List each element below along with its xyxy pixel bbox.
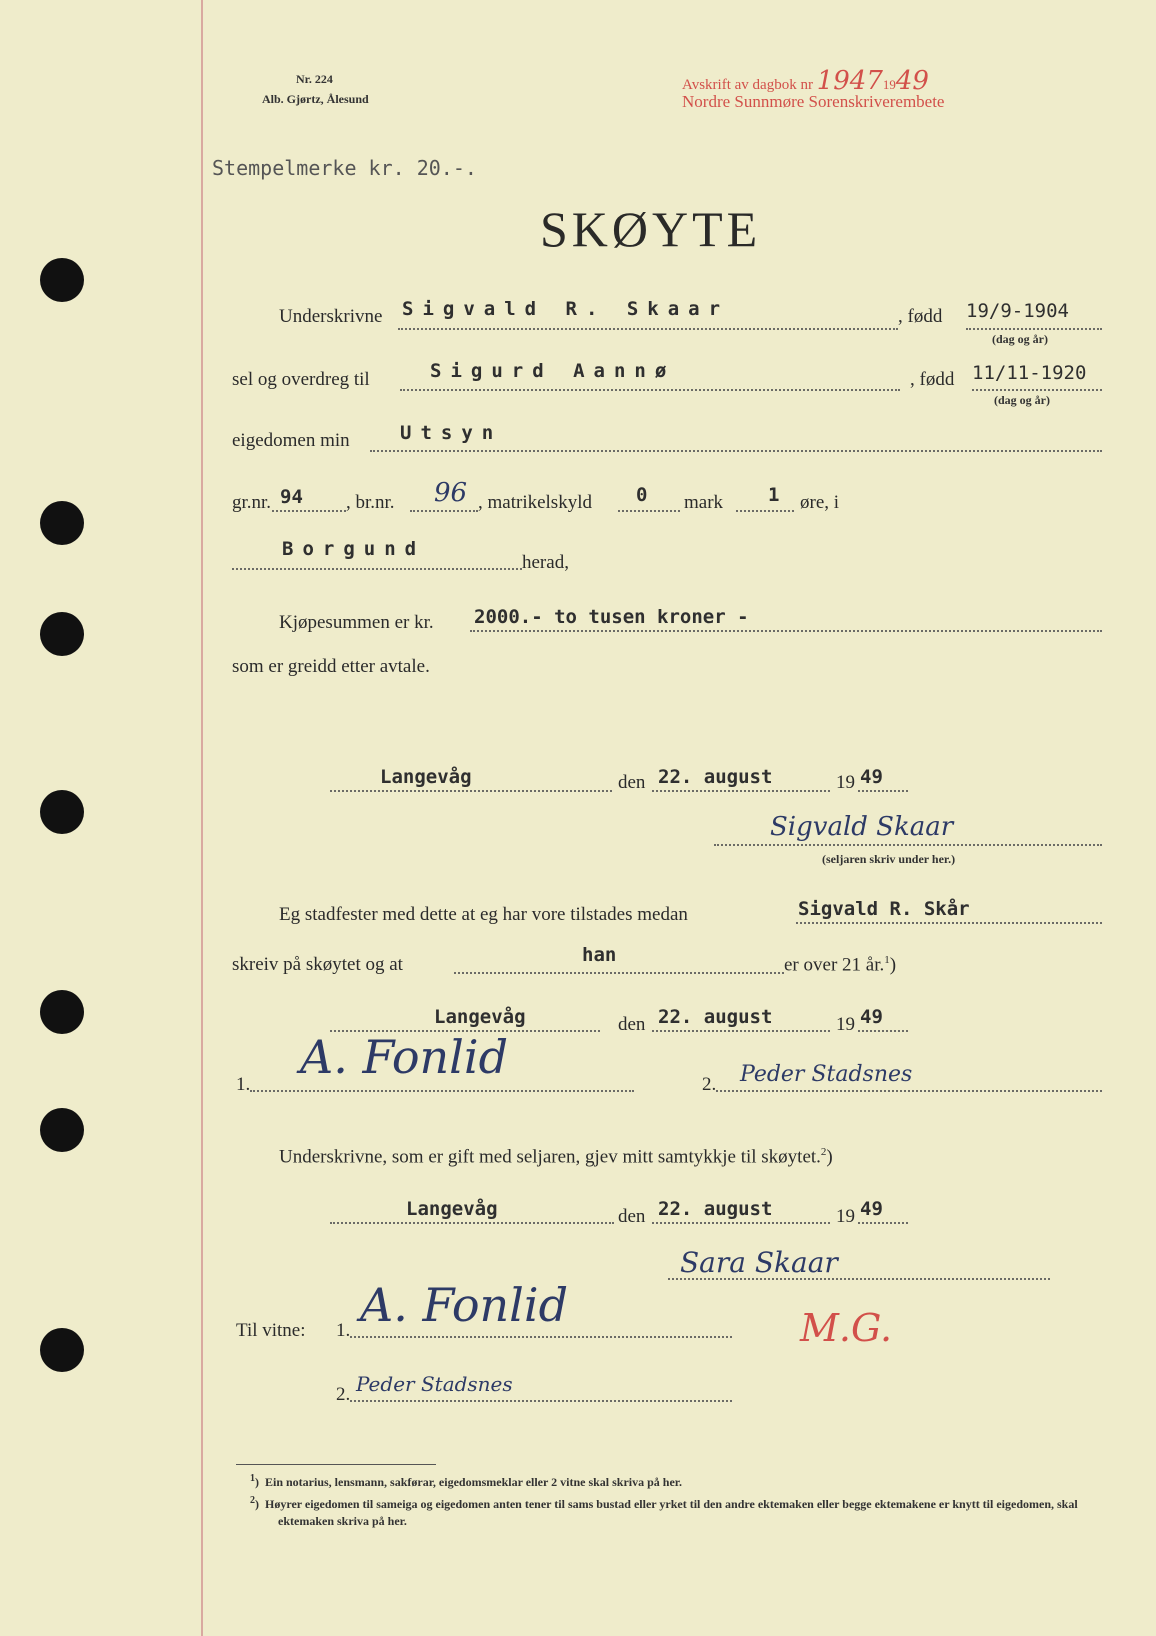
witness2-label: 2.	[702, 1074, 717, 1095]
page-title: SKØYTE	[540, 201, 762, 257]
den-2: den	[618, 1014, 646, 1035]
brnr-label: , br.nr.	[346, 492, 395, 513]
witness1-label: 1.	[236, 1074, 251, 1095]
dotted-line	[410, 510, 478, 512]
punch-hole	[40, 612, 84, 656]
dotted-line	[272, 510, 346, 512]
brnr-value: 96	[434, 478, 468, 508]
mark-label: mark	[684, 492, 724, 513]
punch-hole	[40, 790, 84, 834]
punch-hole	[40, 258, 84, 302]
spouse-signature: Sara Skaar	[680, 1246, 838, 1279]
year-3: 49	[860, 1198, 883, 1220]
dotted-line	[470, 630, 1102, 632]
place-1: Langevåg	[380, 766, 472, 788]
dotted-line	[330, 1222, 614, 1224]
dotted-line	[714, 844, 1102, 846]
witness-confirm-text: Eg stadfester med dette at eg har vore tilstades medan	[279, 904, 688, 925]
margin-line	[201, 0, 203, 1636]
dotted-line	[350, 1336, 732, 1338]
dotted-line	[972, 389, 1102, 391]
punch-hole	[40, 501, 84, 545]
spouse-witness2-label: 2.	[336, 1384, 351, 1405]
dotted-line	[330, 790, 612, 792]
buyer-born-date: 11/11-1920	[972, 362, 1087, 384]
place-2: Langevåg	[434, 1006, 526, 1028]
witness-confirm-text2: skreiv på skøytet og at	[232, 954, 403, 975]
spouse-witness1-label: 1.	[336, 1320, 351, 1341]
form-number: Nr. 224	[296, 72, 333, 86]
date-3: 22. august	[658, 1198, 773, 1220]
witness-confirm-name: Sigvald R. Skår	[798, 898, 970, 920]
footnote-1: $^1$) Ein notarius, lensmann, sakførar, eigedomsmeklar eller 2 vitne skal skriva på her.	[250, 1473, 683, 1489]
dotted-line	[796, 922, 1102, 924]
den-1: den	[618, 772, 646, 793]
witness2-signature: Peder Stadsnes	[740, 1062, 913, 1087]
spouse-witness1-signature: A. Fonlid	[360, 1278, 569, 1332]
publisher: Alb. Gjørtz, Ålesund	[262, 92, 369, 106]
spouse-text: Underskrivne, som er gift med seljaren, gjev mitt samtykkje til skøytet.$^2$)	[279, 1146, 833, 1168]
seller-signature: Sigvald Skaar	[770, 812, 954, 842]
property-label: eigedomen min	[232, 430, 350, 451]
registry-stamp-line2: Nordre Sunnmøre Sorenskriverembete	[682, 92, 945, 111]
place-3: Langevåg	[406, 1198, 498, 1220]
property-name: Utsyn	[400, 422, 503, 444]
registrar-initials: M.G.	[800, 1306, 893, 1350]
dotted-line	[966, 328, 1102, 330]
dotted-line	[618, 510, 680, 512]
buyer-label: sel og overdreg til	[232, 369, 370, 390]
grnr-value: 94	[280, 486, 303, 508]
seller-born-label: , fødd	[898, 306, 943, 327]
witness-label: Til vitne:	[236, 1320, 306, 1341]
footnote-2: $^2$) Høyrer eigedomen til sameiga og eigedomen anten tener til sams bustad eller yrket til den andre ektemaken eller begge ektemakene er knytt til eigedomen, skal ektemaken skriva på her.	[250, 1495, 1078, 1528]
municipality-name: Borgund	[282, 538, 426, 560]
dotted-line	[400, 389, 900, 391]
dotted-line	[350, 1400, 732, 1402]
ore-label: øre, i	[800, 492, 840, 513]
year-1: 49	[860, 766, 883, 788]
buyer-born-label: , fødd	[910, 369, 955, 390]
dotted-line	[250, 1090, 634, 1092]
seller-born-date: 19/9-1904	[966, 300, 1069, 322]
dotted-line	[454, 972, 784, 974]
municipality-suffix: herad,	[522, 552, 569, 573]
stamp-duty: Stempelmerke kr. 20.-.	[212, 156, 477, 180]
dotted-line	[652, 1030, 830, 1032]
date-2: 22. august	[658, 1006, 773, 1028]
century-1: 19	[836, 772, 855, 793]
dotted-line	[652, 1222, 830, 1224]
seller-sign-hint: (seljaren skriv under her.)	[822, 852, 956, 866]
year-2: 49	[860, 1006, 883, 1028]
dotted-line	[858, 1030, 908, 1032]
dotted-line	[736, 510, 794, 512]
grnr-label: gr.nr.	[232, 492, 272, 513]
mark-value: 0	[636, 484, 648, 506]
dotted-line	[716, 1090, 1102, 1092]
buyer-name: Sigurd Aannø	[430, 360, 676, 382]
seller-name: Sigvald R. Skaar	[402, 298, 730, 320]
witness-confirm-text3: er over 21 år.$^1$)	[784, 954, 897, 976]
ore-value: 1	[768, 484, 780, 506]
dotted-line	[858, 790, 908, 792]
date-1: 22. august	[658, 766, 773, 788]
dotted-line	[370, 450, 1102, 452]
century-3: 19	[836, 1206, 855, 1227]
footnote-rule	[236, 1464, 436, 1465]
spouse-witness2-signature: Peder Stadsnes	[356, 1372, 513, 1396]
punch-hole	[40, 1108, 84, 1152]
registry-stamp-line1: Avskrift av dagbok nr 19471949	[682, 66, 929, 96]
paid-text: som er greidd etter avtale.	[232, 656, 430, 677]
witness1-signature: A. Fonlid	[300, 1030, 509, 1084]
price-value: 2000.- to tusen kroner -	[474, 606, 749, 628]
price-label: Kjøpesummen er kr.	[279, 612, 434, 633]
dotted-line	[232, 568, 522, 570]
matrikelskyld-label: , matrikelskyld	[478, 492, 592, 513]
buyer-born-hint: (dag og år)	[994, 393, 1050, 407]
seller-born-hint: (dag og år)	[992, 332, 1048, 346]
dotted-line	[858, 1222, 908, 1224]
dotted-line	[652, 790, 830, 792]
punch-hole	[40, 1328, 84, 1372]
den-3: den	[618, 1206, 646, 1227]
dotted-line	[398, 328, 898, 330]
century-2: 19	[836, 1014, 855, 1035]
punch-hole	[40, 990, 84, 1034]
seller-label: Underskrivne	[279, 306, 383, 327]
witness-confirm-pronoun: han	[582, 944, 617, 966]
